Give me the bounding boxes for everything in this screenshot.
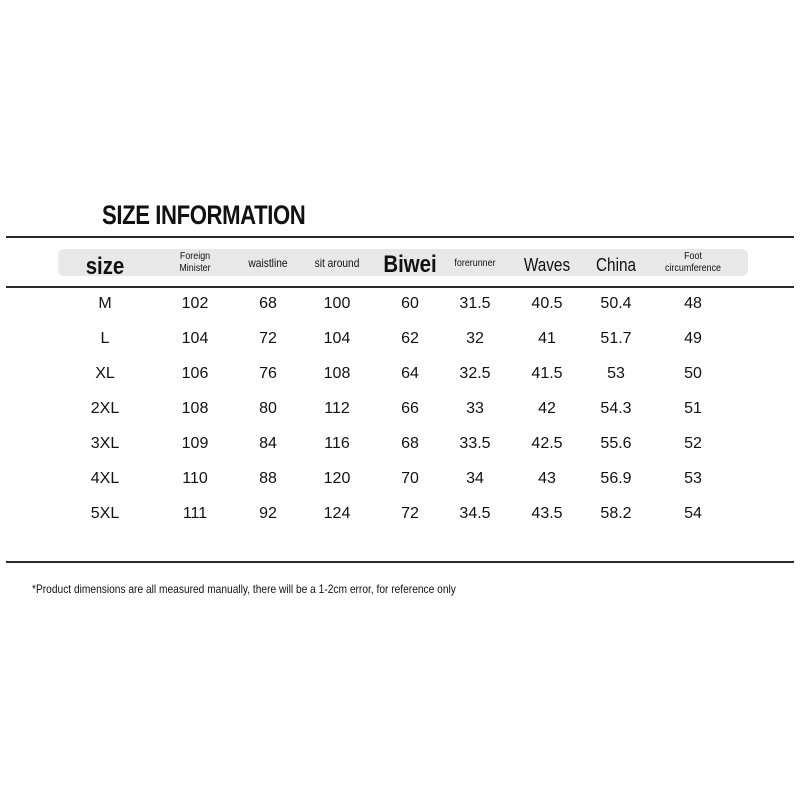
table-cell: 31.5 (459, 295, 491, 312)
top-rule (6, 236, 794, 238)
table-cell: 76 (259, 365, 277, 382)
table-cell: 124 (323, 505, 351, 522)
table-cell: 34 (466, 470, 484, 487)
table-cell: 112 (324, 400, 350, 417)
header-china: China (596, 255, 636, 275)
table-cell: 5XL (90, 505, 120, 522)
table-cell: 102 (181, 295, 209, 312)
table-cell: 41 (538, 330, 556, 347)
table-cell: 108 (181, 400, 209, 417)
table-cell: 110 (182, 470, 208, 487)
table-cell: 53 (607, 365, 625, 382)
table-cell: 42 (538, 400, 556, 417)
table-cell: 54.3 (600, 400, 632, 417)
header-forerunner: forerunner (454, 257, 496, 269)
table-cell: 109 (181, 435, 209, 452)
table-cell: 32 (466, 330, 484, 347)
table-cell: 4XL (90, 470, 120, 487)
table-cell: 100 (323, 295, 351, 312)
table-cell: 48 (684, 295, 702, 312)
page-title: SIZE INFORMATION (102, 200, 306, 230)
header-sit-around: sit around (314, 256, 360, 270)
bottom-rule (6, 561, 794, 563)
header-size: size (85, 253, 125, 280)
table-cell: 3XL (90, 435, 120, 452)
table-cell: 92 (259, 505, 277, 522)
header-rule (6, 286, 794, 288)
table-cell: 52 (684, 435, 702, 452)
table-cell: 40.5 (531, 295, 563, 312)
table-cell: 51.7 (600, 330, 632, 347)
table-cell: 106 (181, 365, 209, 382)
table-cell: 84 (259, 435, 277, 452)
table-cell: 70 (401, 470, 419, 487)
table-cell: 60 (401, 295, 419, 312)
table-cell: 50 (684, 365, 702, 382)
table-cell: 68 (259, 295, 277, 312)
table-cell: 62 (401, 330, 419, 347)
table-cell: 50.4 (600, 295, 632, 312)
table-cell: 49 (684, 330, 702, 347)
table-cell: 43.5 (531, 505, 563, 522)
table-cell: 34.5 (459, 505, 491, 522)
table-cell: 120 (323, 470, 351, 487)
table-cell: 2XL (90, 400, 120, 417)
table-cell: 116 (324, 435, 350, 452)
table-cell: 104 (323, 330, 351, 347)
table-cell: 58.2 (600, 505, 632, 522)
table-cell: 54 (684, 505, 702, 522)
table-cell: 111 (182, 505, 208, 522)
header-waves: Waves (523, 255, 571, 275)
table-cell: 72 (259, 330, 277, 347)
table-cell: 33 (466, 400, 484, 417)
table-cell: M (98, 295, 112, 312)
header-waistline: waistline (248, 256, 288, 270)
table-cell: 88 (259, 470, 277, 487)
table-cell: 33.5 (459, 435, 491, 452)
table-cell: 72 (401, 505, 419, 522)
table-cell: 32.5 (459, 365, 491, 382)
table-cell: 41.5 (531, 365, 563, 382)
table-cell: 53 (684, 470, 702, 487)
table-cell: 68 (401, 435, 419, 452)
table-cell: 51 (684, 400, 702, 417)
table-cell: L (100, 330, 110, 347)
table-cell: 64 (401, 365, 419, 382)
table-cell: 42.5 (531, 435, 563, 452)
header-foot-circumference: Foot circumference (664, 250, 722, 275)
header-foreign-minister: Foreign Minister (179, 250, 211, 275)
table-cell: 43 (538, 470, 556, 487)
table-cell: XL (95, 365, 115, 382)
table-cell: 66 (401, 400, 419, 417)
footnote: *Product dimensions are all measured manually, there will be a 1-2cm error, for reference only (32, 582, 456, 596)
header-biwei: Biwei (383, 251, 437, 278)
table-cell: 80 (259, 400, 277, 417)
table-cell: 56.9 (600, 470, 632, 487)
table-cell: 108 (323, 365, 351, 382)
table-cell: 104 (181, 330, 209, 347)
table-cell: 55.6 (600, 435, 632, 452)
